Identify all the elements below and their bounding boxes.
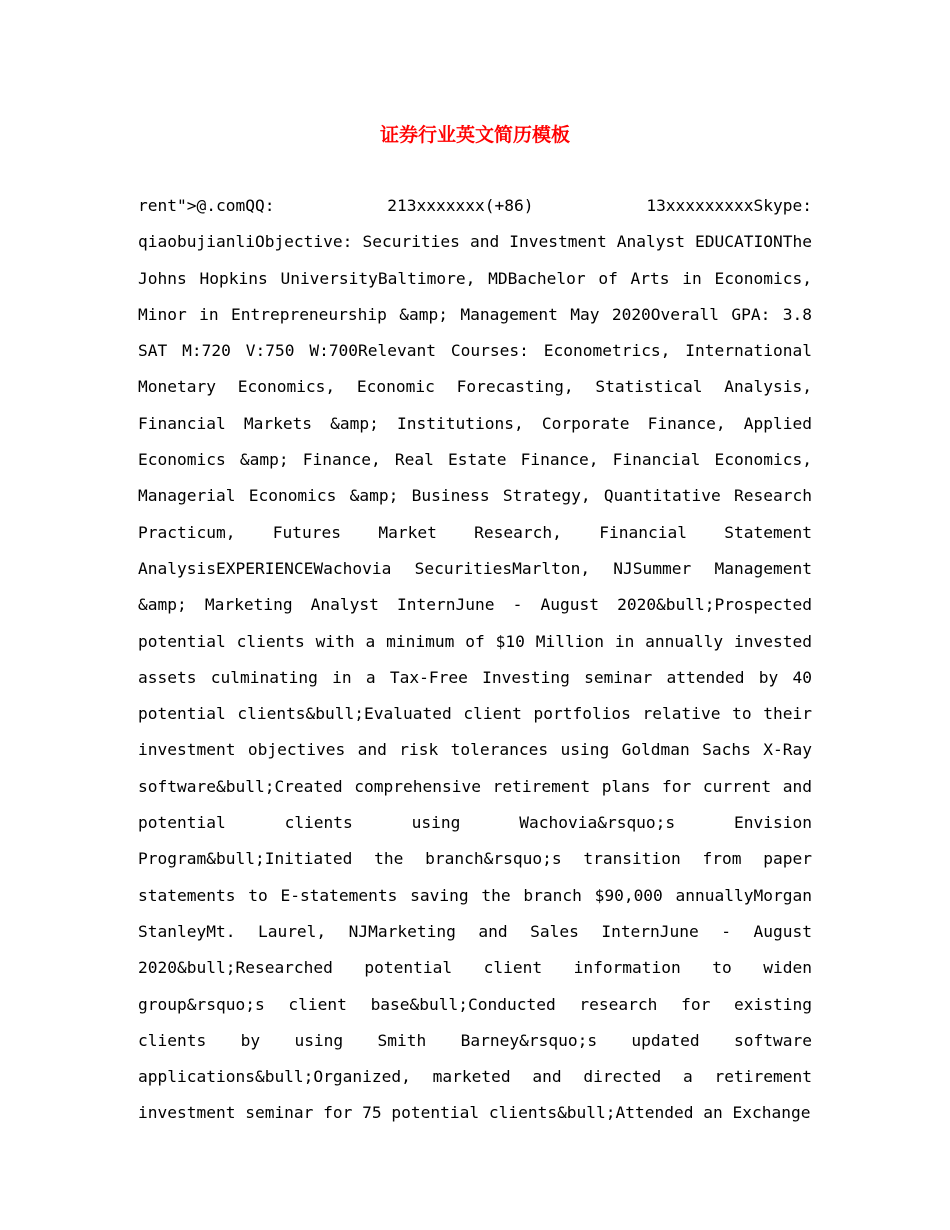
document-title: 证券行业英文简历模板 <box>379 124 570 146</box>
resume-body-text: rent">@.comQQ: 213xxxxxxx(+86) 13xxxxxxxxxSkype: qiaobujianliObjective: Securities and Investment Analyst EDUCATIONThe Johns Hopkins UniversityBaltimore, MDBachelor of Arts in Economics, Minor in Entrepreneurship &amp; Management May 2020Overall GPA: 3.8 SAT M:720 V:750 W:700Relevant Courses: Econometrics, International Monetary Economics, Economic Forecasting, Statistical Analysis, Financial Markets &amp; Institutions, Corporate Finance, Applied Economics &amp; Finance, Real Estate Finance, Financial Economics, Managerial Economics &amp; Business Strategy, Quantitative Research Practicum, Futures Market Research, Financial Statement AnalysisEXPERIENCEWachovia SecuritiesMarlton, NJSummer Management &amp; Marketing Analyst InternJune - August 2020&bull;Prospected potential clients with a minimum of $10 Million in annually invested assets culminating in a Tax-Free Investing seminar attended by 40 potential clients&bull;Evaluated client portfolios relative to their investment objectives and risk tolerances using Goldman Sachs X-Ray software&bull;Created comprehensive retirement plans for current and potential clients using Wachovia&rsquo;s Envision Program&bull;Initiated the branch&rsquo;s transition from paper statements to E-statements saving the branch $90,000 annuallyMorgan StanleyMt. Laurel, NJMarketing and Sales InternJune - August 2020&bull;Researched potential client information to widen group&rsquo;s client base&bull;Conducted research for existing clients by using Smith Barney&rsquo;s updated software applications&bull;Organized, marketed and directed a retirement investment seminar for 75 potential clients&bull;Attended an Exchange <box>138 196 812 1123</box>
